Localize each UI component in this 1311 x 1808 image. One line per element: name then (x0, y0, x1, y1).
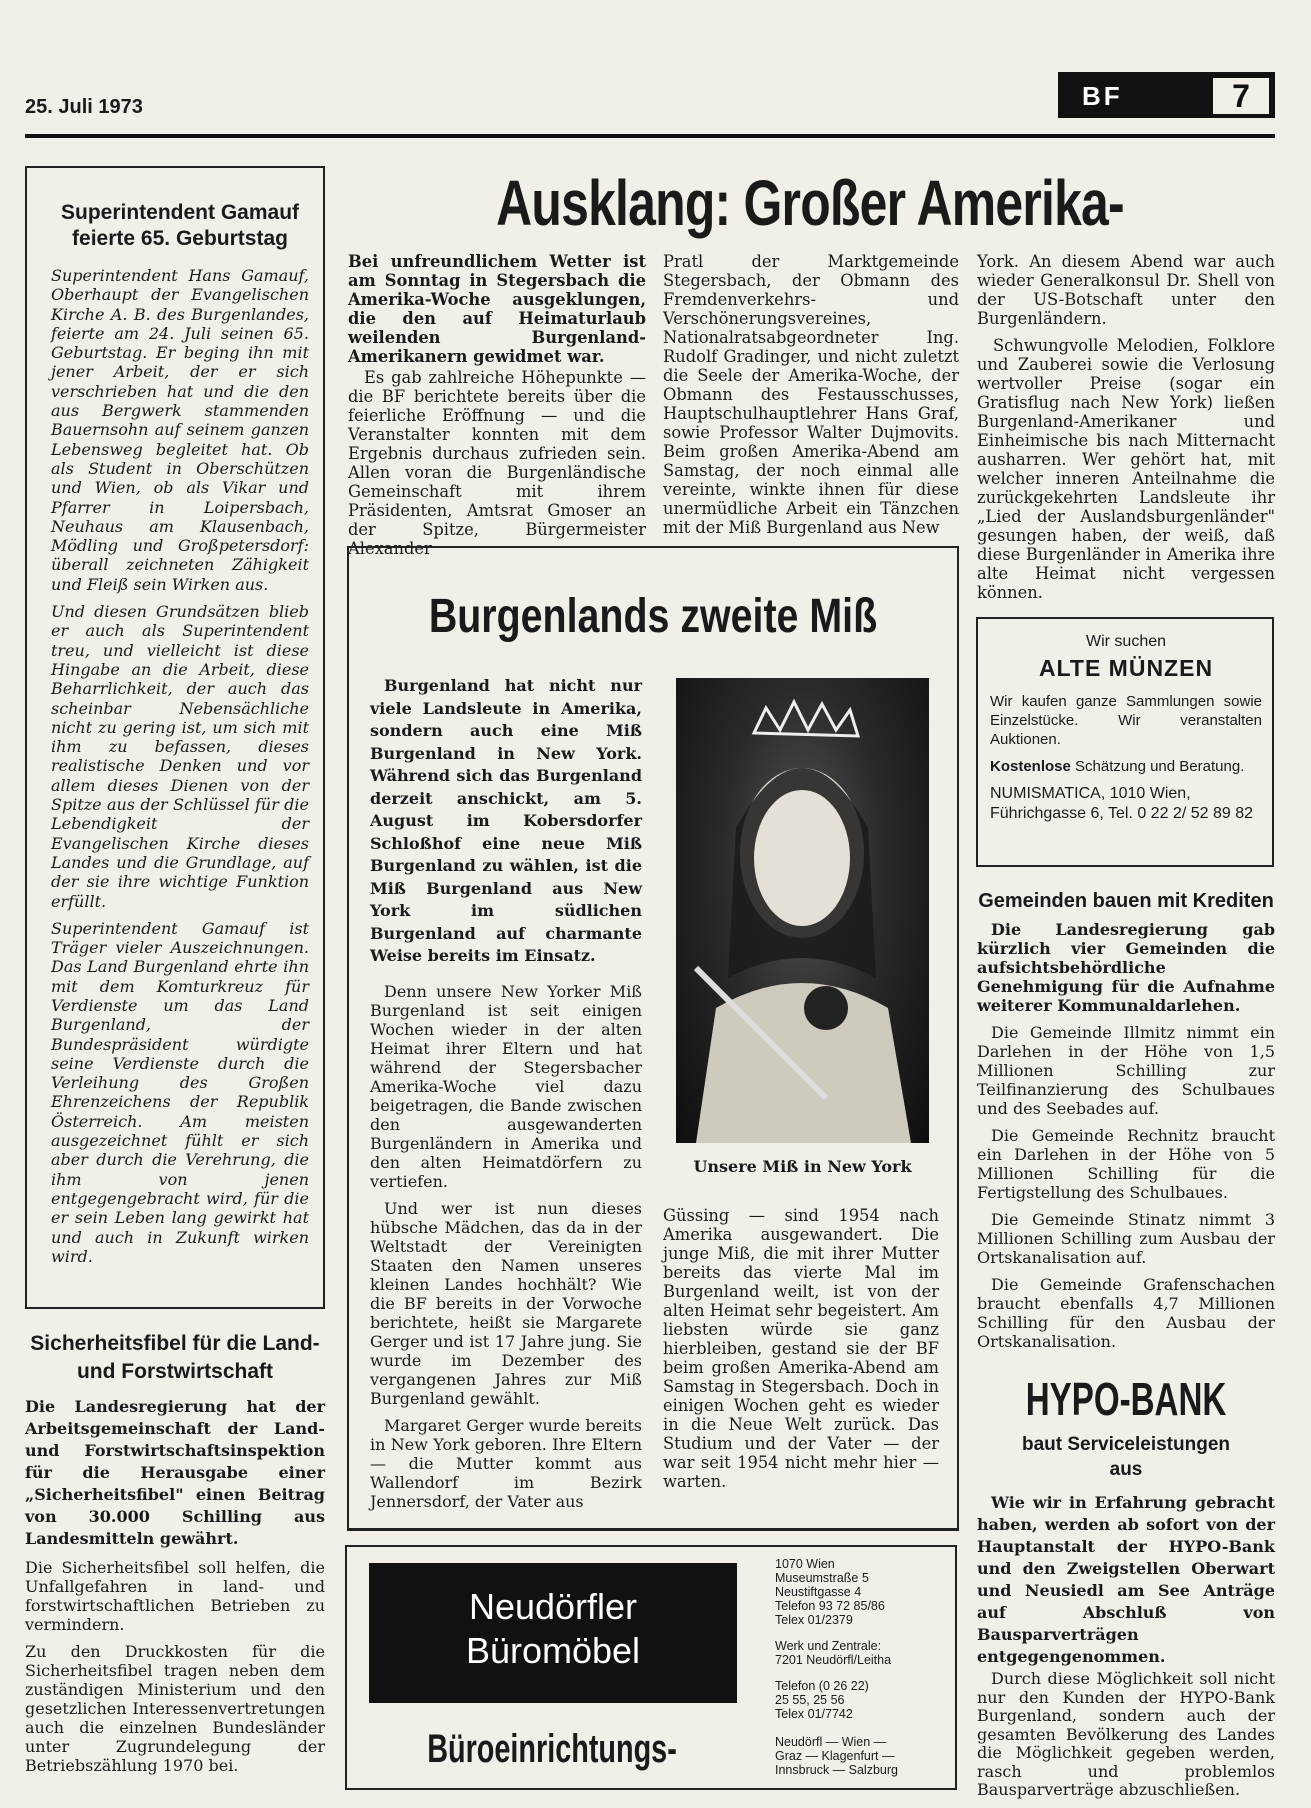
safety-paragraph-2: Zu den Druckkosten für die Sicherheitsfibel tragen neben dem zuständigen Ministerium und den gesetzlichen Interessenvertretungen auch die einzelnen Bundesländer unter Zugrundelegung der Betriebszählung 1970 bei. (25, 1642, 325, 1775)
hypo-lead: Wie wir in Erfahrung gebracht haben, werden ab sofort von der Hauptanstalt der HYPO-Bank und den Zweigstellen Oberwart und Neusiedl am See Anträge auf Abschluß von Bausparverträgen entgegengenommen. (977, 1493, 1275, 1666)
credit-paragraph-1: Die Gemeinde Illmitz nimmt ein Darlehen in der Höhe von 1,5 Millionen Schilling zur Teilfinanzierung des Schulbaues und des Seebades auf. (977, 1023, 1275, 1118)
main-lead: Bei unfreundlichem Wetter ist am Sonntag in Stegersbach die Amerika-Woche ausgeklungen, die den auf Heimaturlaub weilenden Burgenland-Amerikanern gewidmet war. (348, 252, 646, 366)
safety-title: Sicherheitsfibel für die Land- und Forstwirtschaft (30, 1332, 320, 1383)
main-body-2: Pratl der Marktgemeinde Stegersbach, der Obmann des Fremdenverkehrs- und Verschönerungsvereines, Nationalratsabgeordneter Ing. Rudolf Gradinger, und nicht zuletzt die Seele der Amerika-Woche, der Obmann des Festausschusses, Hauptschulhauptlehrer Hans Graf, sowie Professor Walter Dujmovits. Beim großen Amerika-Abend am Samstag, der noch einmal alle vereinte, winkte ihnen für diese unermüdliche Arbeit ein Tänzchen mit der Miß Burgenland aus New (663, 252, 959, 537)
miss-headline-wrap (349, 582, 957, 652)
furniture-slogan: Büroeinrichtungs- (427, 1727, 677, 1771)
addr-line: Telefon (0 26 22) (775, 1679, 869, 1693)
main-headline: Ausklang: Großer Amerika- (496, 167, 1124, 239)
miss-lead: Burgenland hat nicht nur viele Landsleute in Amerika, sondern auch eine Miß Burgenland in New York. Während sich das Burgenland derzeit anschickt, am 5. August im Kobersdorfer Schloßhof eine neue Miß Burgenland zu wählen, ist die Miß Burgenland aus New York im südlichen Burgenland auf charmante Weise bereits im Einsatz. (370, 676, 642, 965)
credit-article (977, 888, 1275, 1359)
main-col-3 (977, 252, 1275, 610)
paper-logo: BF (1082, 81, 1123, 111)
safety-article (25, 1330, 325, 1783)
miss-paragraph-2: Und wer ist nun dieses hübsche Mädchen, das da in der Weltstadt der Vereinigten Staaten den Namen unseres kleinen Landes hochhält? Wie die BF bereits in der Vorwoche berichtete, heißt sie Margarete Gerger und ist 17 Jahre jung. Sie wurde im Dezember des vergangenen Jahres zur Miß Burgenland gewählt. (370, 1198, 642, 1408)
addr-line: Neudörfl — Wien — (775, 1735, 887, 1749)
hypo-headline: HYPO-BANK (1025, 1373, 1227, 1425)
gamauf-paragraph-3: Superintendent Gamauf ist Träger vieler Auszeichnungen. Das Land Burgenland ehrte ihn mit dem Komturkreuz für Verdienste um das Land Burgenland, der Bundespräsident würdigte seine Verdienste durch die Verleihung des Großen Ehrenzeichens der Republik Österreich. Am meisten ausgezeichnet fühlt er sich aber durch die Verehrung, die ihm von jenen entgegengebracht wird, für die er sein Leben lang gewirkt hat und auch in Zukunft wirken wird. (51, 918, 309, 1266)
furniture-ad (345, 1545, 957, 1790)
addr-line: Telefon 93 72 85/86 (775, 1599, 885, 1613)
addr-line: Telex 01/7742 (775, 1707, 853, 1721)
miss-paragraph-1: Denn unsere New Yorker Miß Burgenland ist seit einigen Wochen wieder in der alten Heimat ihrer Eltern und hat während der Stegersbacher Amerika-Woche viel dazu beigetragen, die Bande zwischen den ausgewanderten Burgenländern in Amerika und den alten Heimatdörfern zu vertiefen. (370, 981, 642, 1191)
issue-date: 25. Juli 1973 (25, 96, 143, 118)
main-col-1 (348, 252, 646, 566)
gamauf-paragraph-2: Und diesen Grundsätzen blieb er auch als Superintendent treu, und vielleicht ist diese Hingabe an die Arbeit, diese Beharrlichkeit, der auch das scheinbar Nebensächliche nicht zu gering ist, um sich mit ihm zu befassen, dieses realistische Denken und vor allem dieses Dienen von der Spitze aus der Schlüssel für die Lebendigkeit der Evangelischen Kirche dieses Landes und die Grundlage, auf der sie ihre wichtige Funktion erfüllt. (51, 602, 309, 911)
safety-paragraph-1: Die Sicherheitsfibel soll helfen, die Unfallgefahren in land- und forstwirtschaftlichen Betrieben zu vermindern. (25, 1558, 325, 1634)
coin-ad-pre: Wir suchen (1085, 633, 1167, 650)
credit-lead: Die Landesregierung gab kürzlich vier Gemeinden die aufsichtsbehördliche Genehmigung für die Aufnahme weiterer Kommunaldarlehen. (977, 920, 1275, 1015)
gamauf-paragraph-1: Superintendent Hans Gamauf, Oberhaupt der Evangelischen Kirche A. B. des Burgenlandes, feierte am 24. Juli seinen 65. Geburtstag. Er beging ihn mit jener Arbeit, der er sich verschrieben hat und die den aus Bergwerk stammenden Bauernsohn auf seinem ganzen Lebensweg begleitet hat. Ob als Student in Oberschützen und Wien, ob als Vikar und Pfarrer in Loipersbach, Neuhaus am Klausenbach, Mödling und Großpetersdorf: überall zeichneten Zähigkeit und Fleiß sein Wirken aus. (51, 266, 309, 594)
hypo-body: Durch diese Möglichkeit soll nicht nur den Kunden der HYPO-Bank Burgenland, sondern auch der gesamten Bevölkerung des Landes die Möglichkeit gegeben werden, rasch und problemlos Bausparverträge abzuschließen. (977, 1669, 1275, 1799)
miss-col-2-tail (663, 1206, 939, 1499)
coin-ad (976, 617, 1274, 867)
addr-line: Telex 01/2379 (775, 1613, 853, 1627)
coin-ad-free-bold: Kostenlose (990, 758, 1071, 775)
furniture-ad-top-rule (347, 1528, 959, 1530)
furniture-ad-brand-block (369, 1563, 737, 1703)
miss-paragraph-3: Margaret Gerger wurde bereits in New York geboren. Ihre Eltern — die Mutter kommt aus Wallendorf im Bezirk Jennersdorf, der Vater aus (370, 1415, 642, 1511)
main-col-2 (663, 252, 959, 545)
safety-lead: Die Landesregierung hat der Arbeitsgemeinschaft der Land- und Forstwirtschaftsinspektion für die Herausgabe einer „Sicherheitsfibel" einen Beitrag von 30.000 Schilling aus Landesmitteln gewährt. (25, 1397, 325, 1548)
coin-ad-company: NUMISMATICA, 1010 Wien, Führichgasse 6, Tel. 0 22 2/ 52 89 82 (990, 785, 1253, 822)
addr-line: Neustiftgasse 4 (775, 1585, 862, 1599)
credit-title: Gemeinden bauen mit Krediten (978, 890, 1274, 912)
main-body-3: York. An diesem Abend war auch wieder Generalkonsul Dr. Shell von der US-Botschaft unter den Burgenländern. (977, 252, 1275, 328)
header-rule (25, 134, 1275, 138)
main-headline-wrap (345, 160, 1275, 246)
furniture-slogan-wrap (357, 1717, 747, 1783)
credit-paragraph-4: Die Gemeinde Grafenschachen braucht ebenfalls 4,7 Millionen Schilling für den Ausbau der Ortskanalisation. (977, 1275, 1275, 1351)
coin-ad-body: Wir kaufen ganze Sammlungen sowie Einzelstücke. Wir veranstalten Auktionen. (990, 693, 1262, 748)
addr-line: Werk und Zentrale: (775, 1639, 882, 1653)
main-body-4: Schwungvolle Melodien, Folklore und Zauberei sowie die Verlosung wertvoller Preise (sogar ein Gratisflug nach New York) ließen Burgenland-Amerikaner und Einheimische bis nach Mitternacht ausharren. Wer gehört hat, mit welcher inneren Anteilnahme die zurückgekehrten Landsleute ihr „Lied der Auslandsburgenländer" gesungen haben, der weiß, daß diese Burgenländer in Amerika ihre alte Heimat nicht vergessen können. (977, 336, 1275, 602)
gamauf-title: Superintendent Gamauf feierte 65. Geburtstag (60, 201, 300, 250)
page-number: 7 (1211, 76, 1271, 116)
gamauf-article (25, 166, 325, 1309)
addr-line: Museumstraße 5 (775, 1571, 869, 1585)
miss-col-1 (370, 675, 642, 1519)
coin-ad-title: ALTE MÜNZEN (1038, 655, 1214, 681)
miss-photo-illustration (676, 678, 929, 1143)
addr-line: Innsbruck — Salzburg (775, 1763, 898, 1777)
masthead-box (1058, 72, 1275, 118)
credit-paragraph-3: Die Gemeinde Stinatz nimmt 3 Millionen Schilling zum Ausbau der Ortskanalisation auf. (977, 1210, 1275, 1267)
miss-headline: Burgenlands zweite Miß (428, 590, 878, 643)
coin-ad-free (990, 757, 1262, 776)
addr-line: 25 55, 25 56 (775, 1693, 845, 1707)
furniture-brand-line-2: Büromöbel (465, 1630, 641, 1671)
miss-photo-caption: Unsere Miß in New York (693, 1157, 912, 1176)
coin-ad-free-rest: Schätzung und Beratung. (1075, 758, 1245, 775)
addr-line: Graz — Klagenfurt — (775, 1749, 895, 1763)
miss-paragraph-4: Güssing — sind 1954 nach Amerika ausgewandert. Die junge Miß, die mit ihrer Mutter bereits das vierte Mal im Burgenland weilt, ist von der alten Heimat sehr begeistert. Am liebsten würde sie ganz hierbleiben, gestand sie der BF beim großen Amerika-Abend am Samstag in Stegersbach. Doch in einigen Wochen geht es wieder in die Neue Welt zurück. Das Studium und der Vater — der war seit 1954 nicht mehr hier — warten. (663, 1206, 939, 1491)
furniture-brand-line-1: Neudörfler (468, 1586, 638, 1627)
hypo-article (977, 1432, 1275, 1808)
main-body-1: Es gab zahlreiche Höhepunkte — die BF berichtete bereits über die feierliche Eröffnung — und die Veranstalter konnten mit dem Ergebnis durchaus zufrieden sein. Allen voran die Burgenländische Gemeinschaft mit ihrem Präsidenten, Amtsrat Gmoser an der Spitze, Bürgermeister Alexander (348, 368, 646, 558)
furniture-addresses (775, 1557, 953, 1777)
addr-line: 1070 Wien (775, 1557, 835, 1571)
credit-paragraph-2: Die Gemeinde Rechnitz braucht ein Darlehen in der Höhe von 5 Millionen Schilling für die Fertigstellung des Schulbaues. (977, 1126, 1275, 1202)
miss-photo (676, 678, 929, 1143)
hypo-headline-wrap (977, 1370, 1275, 1428)
hypo-subtitle: baut Serviceleistungen aus (1021, 1434, 1230, 1480)
addr-line: 7201 Neudörfl/Leitha (775, 1653, 892, 1667)
